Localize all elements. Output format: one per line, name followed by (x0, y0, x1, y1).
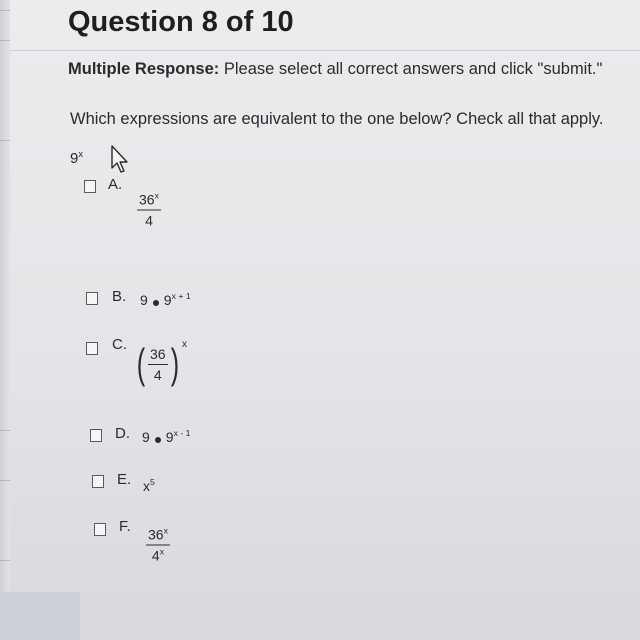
option-e-exp: 5 (150, 476, 155, 487)
option-c-numerator: 36 (150, 345, 166, 362)
instructions (68, 60, 602, 79)
right-paren: ) (170, 340, 179, 387)
option-a-letter: A. (108, 176, 123, 193)
option-f-den-exp: x (159, 546, 165, 557)
option-f-letter: F. (119, 518, 131, 535)
option-a-numerator (137, 192, 161, 210)
instructions-text: Please select all correct answers and click "submit." (219, 60, 603, 78)
option-d-base: 9 (165, 429, 174, 445)
checkbox-a[interactable] (84, 180, 96, 193)
given-exponent: x (78, 148, 83, 159)
multiply-dot-icon (155, 437, 161, 443)
given-expression (70, 150, 83, 167)
option-f-denominator (146, 545, 170, 564)
checkbox-e[interactable] (92, 475, 104, 488)
mouse-cursor-icon (110, 144, 132, 174)
multiply-dot-icon (153, 300, 159, 306)
checkbox-b[interactable] (86, 292, 98, 305)
option-c-fraction (148, 346, 168, 383)
option-f-numerator (146, 527, 170, 545)
option-a-num-base: 36 (139, 191, 155, 208)
option-e-base: x (143, 478, 150, 494)
checkbox-c[interactable] (86, 342, 98, 355)
option-d-left: 9 (142, 429, 150, 445)
option-d-letter: D. (115, 425, 130, 442)
option-f-num-base: 36 (148, 526, 164, 543)
option-b-letter: B. (112, 288, 127, 305)
left-paren: ( (136, 340, 146, 387)
option-d-exp: x - 1 (173, 427, 191, 438)
option-f-num-exp: x (163, 525, 168, 536)
option-f-den-base: 4 (151, 547, 160, 564)
given-base: 9 (70, 150, 79, 167)
option-c-exponent: x (182, 339, 187, 350)
checkbox-d[interactable] (90, 429, 102, 442)
window-edge (0, 0, 10, 640)
option-e-letter: E. (117, 471, 132, 488)
instructions-label: Multiple Response: (68, 60, 220, 78)
background-panel (0, 592, 80, 640)
question-text: Which expressions are equivalent to the one below? Check all that apply. (70, 110, 604, 128)
page-title: Question 8 of 10 (68, 6, 294, 38)
option-a-fraction (137, 192, 161, 229)
option-d-expression (142, 429, 190, 445)
option-b-left: 9 (140, 292, 148, 308)
option-b-exp: x + 1 (171, 290, 191, 301)
option-a-denominator: 4 (137, 210, 161, 229)
option-a-num-exp: x (154, 190, 159, 201)
option-b-expression (140, 292, 191, 308)
option-e-expression (143, 478, 155, 494)
option-c-letter: C. (112, 336, 127, 353)
option-b-base: 9 (163, 292, 172, 308)
option-c-expression (134, 340, 182, 387)
option-c-denominator: 4 (148, 364, 168, 383)
checkbox-f[interactable] (94, 523, 106, 536)
option-f-fraction (146, 527, 170, 564)
header-divider (10, 50, 640, 51)
